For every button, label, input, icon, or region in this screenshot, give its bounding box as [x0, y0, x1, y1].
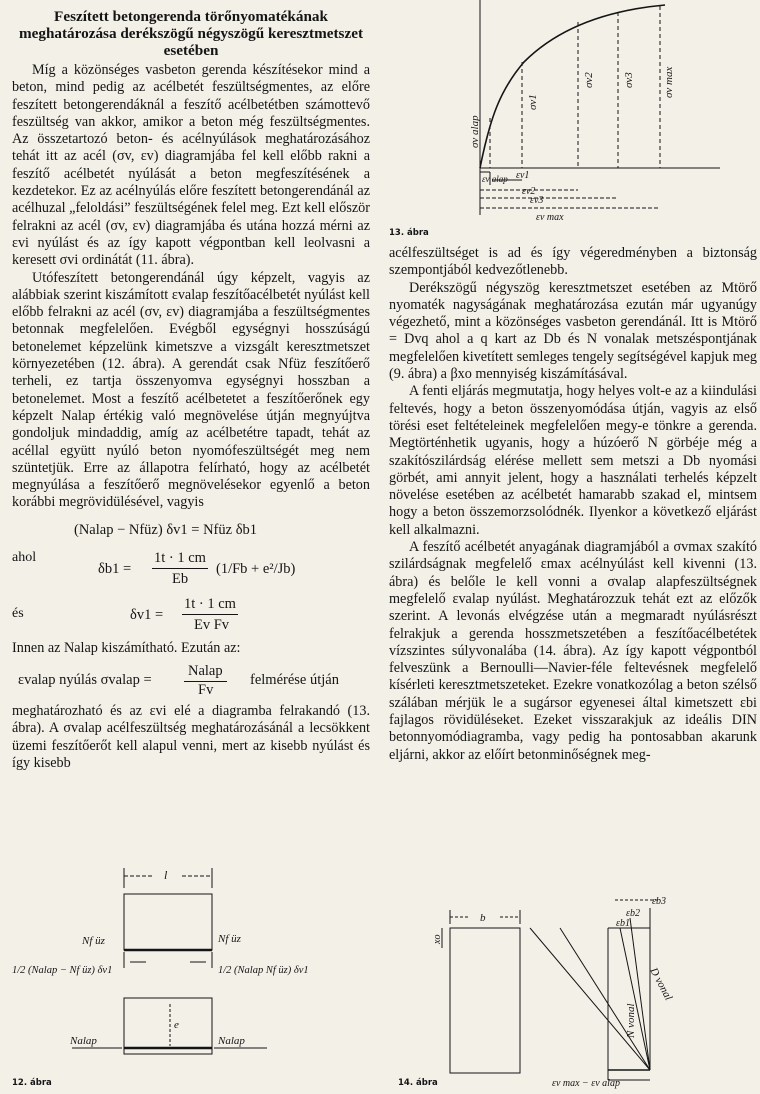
formula-3 [12, 594, 370, 636]
formula-2-num: 1t · 1 cm [152, 548, 208, 569]
fig12-label-nf-left: Nf üz [82, 935, 105, 947]
article-title: Feszített betongerenda törőnyomatékának meghatározása derékszögű négyszögű keresztmetszet esetében [18, 8, 364, 59]
right-paragraph-1: acélfeszültséget is ad és így végeredményben a biztonság szempontjából kedvezőtlenebb. [389, 245, 757, 279]
fig12-label-nalap-right: Nalap [218, 1035, 245, 1047]
right-paragraph-2: Derékszögű négyszög keresztmetszet esetében az Mtörő nyomaték nagyságának meghatározása ezután már ugyanúgy végezhető, mint a közönséges vasbeton gerendánál. Itt is Mtörő = Dvq ahol a q kart az Db és N vonalak metszéspontjának megfelelően kivetített semleges tengely segítségével kapjuk meg (9. ábra) a βxo mennyiség kiszámításával. [389, 279, 757, 383]
paragraph-2: Utófeszített betongerendánál úgy képzelt, vagyis az alábbiak szerint kiszámított εvalap feszítőacélbetét nyúlást kell előbb felrakni az acél (σv, εv) diagramjába a feszültségmentes betonnak megfelelően. Evégből egységnyi hosszúságú betonelemet képzelünk kimetszve a vizsgált keresztmetszet környezetében (12. ábra). A gerendát csak Nfüz feszítőerő terheli, ez tartja összenyomva egységnyi hosszban a betonelemet. Most a feszítő acélbetetet a feszítőerőnek egy képzelt Nalap értékig való megnövelése útján megnyújtva gondoljuk mindaddig, amíg az acélbetétre tapadt, tehát az acéllal együtt nyúló beton nyomófeszültségét meg nem szüntetjük. Erre az állapotra felírható, hogy az acélbetét megnyúlása a feszítőerő megnövelésekor egyenlő a beton korábbi megrövidülésével, vagyis [12, 269, 370, 511]
word-ahol: ahol [12, 549, 37, 565]
fig13-label-sig-alap: σv alap [469, 115, 481, 148]
formula-2-den: Eb [172, 570, 189, 587]
fig12-label-half-right: 1/2 (Nalap Nf üz) δv1 [218, 965, 309, 976]
fig13-label-sig1: σv1 [527, 94, 539, 110]
fig13-label-eps1: εv1 [516, 170, 530, 181]
formula-3-num: 1t · 1 cm [182, 594, 238, 615]
figure-12 [12, 858, 352, 1088]
fig13-label-eps3: εv3 [530, 195, 544, 206]
formula-2-lhs: δb1 = [98, 560, 132, 577]
formula-3-den: Ev Fv [194, 616, 230, 633]
figure-14-caption: 14. ábra [398, 1078, 438, 1088]
formula-4-post: felmérése útján [250, 672, 339, 689]
right-paragraph-4: A feszítő acélbetét anyagának diagramjából a σvmax szakító szilárdságnak megfelelő εmax acélnyúlást kell kivenni (13. ábra) és belőle le kell vonni a σvalap alapfeszültségnek megfelelő εvalap nyúlást. Meghatározzuk tehát ezt az előzők szerint. A levonás elvégzése után a megmaradt nyúlásrészt felrakjuk a gerenda hosszmetszetében a feszítőacélbetétek vízszintes súlyvonalába (14. ábra). Az így kapott végpontból felveszünk a Bernoulli—Navier-féle feltevésnek megfelelő kísérleti keresztmetszeteket. Ezekre vonatkozólag a beton szélső szálában mérjük le a sugársor egyenesei által kimetszett εbi fajlagos rövidüléseket. Ezeket visszarakjuk az ideális DIN betonnyomódiagramba, vagy pedig ha pontosabban akarunk eljárni, akkor az előírt betonminőségnek meg- [389, 539, 757, 763]
figure-13 [460, 0, 756, 232]
figure-14 [420, 880, 756, 1090]
innen-line: Innen az Nalap kiszámítható. Ezután az: [12, 639, 241, 656]
fig14-label-d-vonal: D vonal [647, 965, 675, 1003]
word-es: és [12, 605, 24, 621]
formula-4-num: Nalap [184, 661, 227, 682]
fig13-label-sig2: σv2 [583, 72, 595, 88]
formula-1-text: (Nalap − Nfüz) δv1 = Nfüz δb1 [74, 521, 258, 538]
right-column [389, 245, 757, 764]
formula-4-pre: εvalap nyúlás σvalap = [18, 672, 152, 689]
left-tail-paragraph: meghatározható és az εvi elé a diagramba felrakandó (13. ábra). A σvalap acélfeszültség meghatározásánál a lecsökkent üzemi feszítőerőt kell alapul venni, mert az kisebb nyúlást és így kisebb [12, 703, 370, 771]
fig13-label-eps-alap: εv alap [482, 174, 508, 184]
fig14-label-eb2: εb2 [626, 908, 640, 919]
right-paragraph-3: A fenti eljárás megmutatja, hogy helyes volt-e az a kiindulási feltevés, hogy a beton összenyomódása útján, vagyis az első törési eset feltételeinek megfelelően megy-e tönkre a gerenda. Megtörténhetik ugyanis, hogy a húzóerő N görbéje még a szakítószilárdság elérése mellett sem metszi a Db nyomási görbét, ami annyit jelent, hogy a használati terhelés képzelt növelése esetében az acélbetét hamarabb szakad el, mintsem hogy a beton összemorzsolódnék. Ilyenkor a következő eljárást kell alkalmazni. [389, 383, 757, 538]
formula-3-lhs: δv1 = [130, 606, 164, 623]
fig12-label-nalap-left: Nalap [70, 1035, 97, 1047]
formula-4 [12, 661, 370, 699]
fig14-label-b: b [480, 912, 486, 924]
fig14-label-n-vonal: N vonal [625, 1003, 637, 1038]
formula-1 [12, 518, 370, 544]
figure-12-caption: 12. ábra [12, 1078, 52, 1088]
fig12-label-l: l [164, 868, 168, 882]
figure-13-caption: 13. ábra [389, 228, 429, 238]
formula-2 [12, 548, 370, 590]
fig14-label-xo: xo [432, 934, 443, 944]
fig13-label-epsmax: εv max [536, 212, 564, 223]
fig14-label-eb1: εb1 [616, 918, 630, 929]
fig13-label-sigmax: σv max [663, 66, 675, 98]
fig12-label-e: e [174, 1019, 179, 1031]
fig13-label-eps2: εv2 [522, 186, 536, 197]
left-column [12, 8, 370, 772]
fig13-label-sig3: σv3 [623, 72, 635, 88]
fig14-label-eb3: εb3 [652, 896, 666, 907]
fig14-label-eps-bottom: εv max − εv alap [552, 1078, 620, 1089]
formula-4-den: Fv [198, 682, 214, 699]
formula-2-paren: (1/Fb + e²/Jb) [216, 560, 296, 577]
paragraph-1: Míg a közönséges vasbeton gerenda készítésekor mind a beton, mind pedig az acélbetét feszültségmentes, az előre feszített betongerendáknál a feszítő acélbetétben számottevő feszültség van akkor, amikor a beton még feszültségmentes. Az összetartozó beton- és acélnyúlások meghatározásához tehát itt az acél (σv, εv) diagramjába fel kell előbb rakni a feszítő acélbetét nyúlását a beton megfeszítésének a kezdetekor. Ez az acélnyúlás előre feszített betongerendánál az acélhuzal „feloldási” feszültségének felel meg. Ezt kell először felrakni az acél (σv, εv) diagramjába és utána hozzá mérni az εvi nyúlást és az így kapott végpontban kell leolvasni a keresett σvi ordinátát (11. ábra). [12, 62, 370, 269]
fig12-label-half-left: 1/2 (Nalap − Nf üz) δv1 [12, 965, 113, 976]
fig12-label-nf-right: Nf üz [218, 933, 241, 945]
